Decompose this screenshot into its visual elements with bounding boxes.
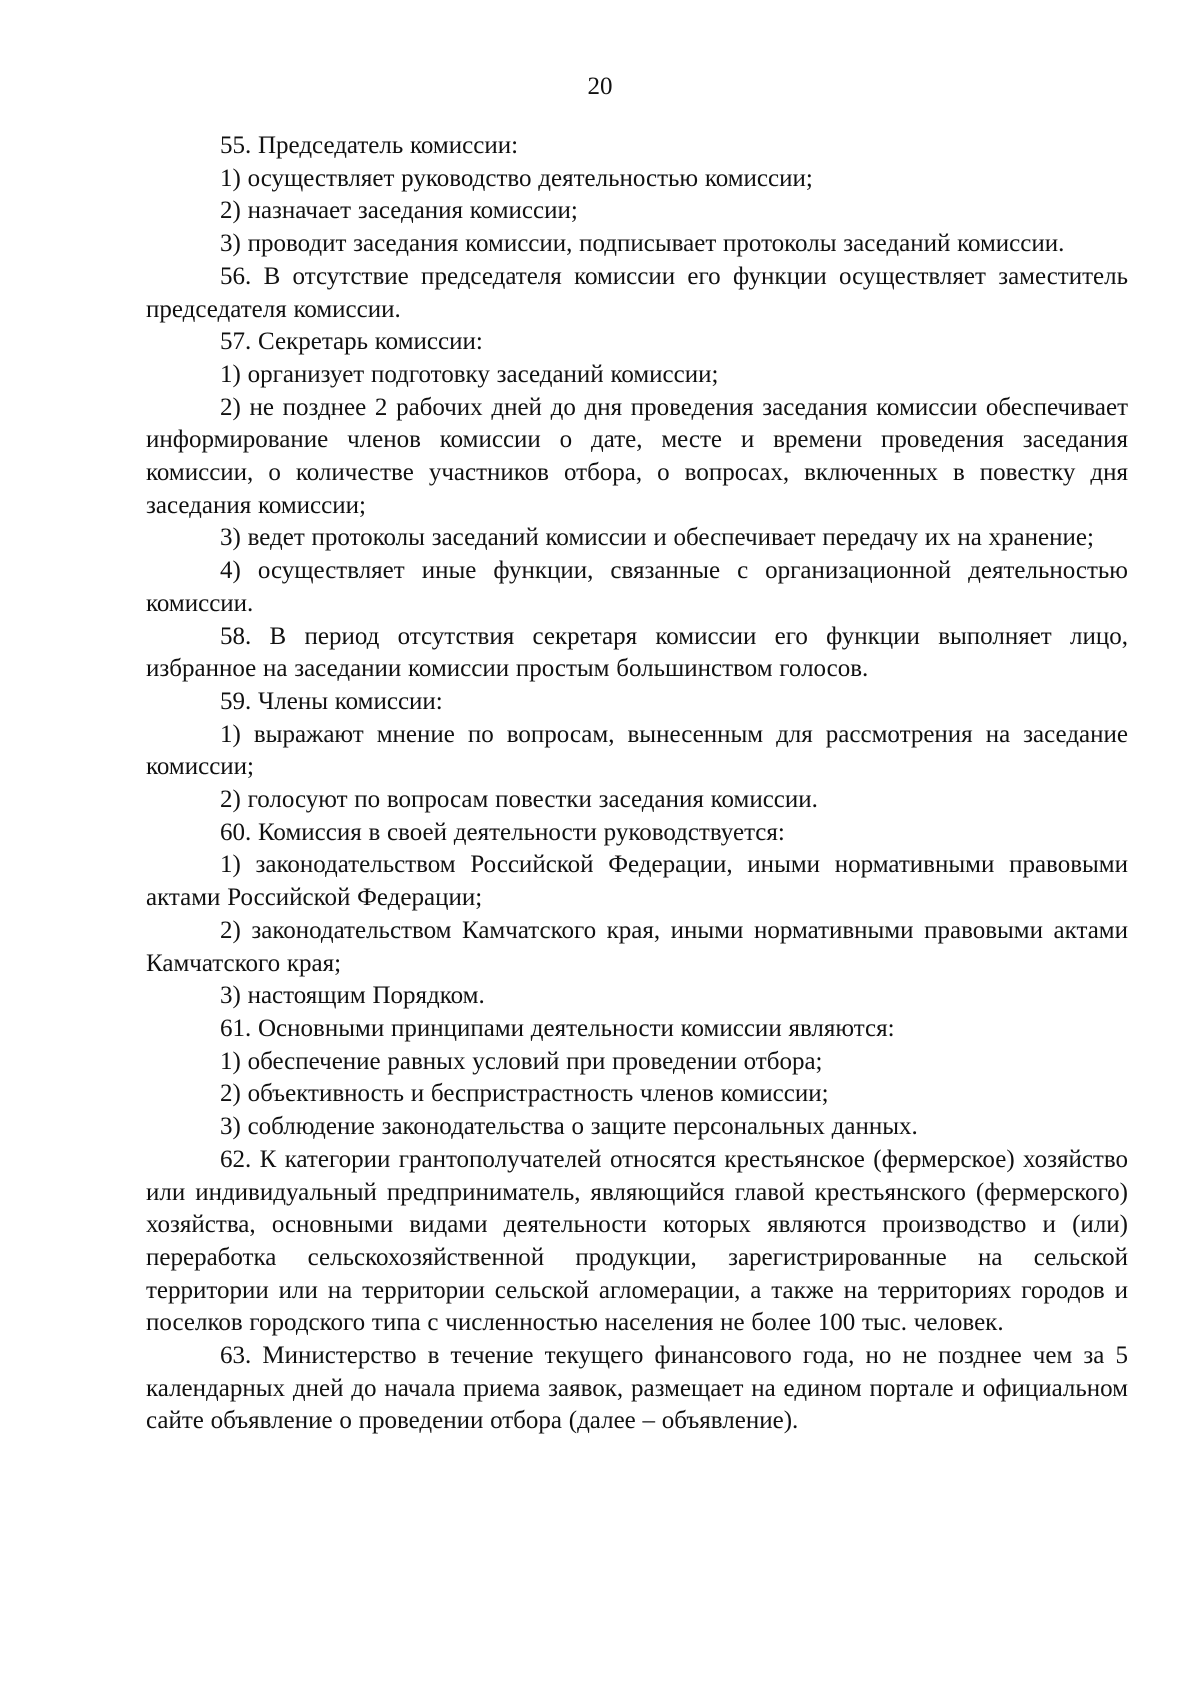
paragraph-55-item-1: 1) осуществляет руководство деятельностью комиссии; [220,164,813,192]
paragraph-57-item-2: 2) не позднее 2 рабочих дней до дня проведения заседания комиссии обеспечивает информирование членов комиссии о дате, месте и времени проведения заседания комиссии, о количестве участников отбора, о вопросах, включенных в повестку дня заседания комиссии; [146,393,1128,519]
paragraph-63: 63. Министерство в течение текущего финансового года, но не позднее чем за 5 календарных дней до начала приема заявок, размещает на едином портале и официальном сайте объявление о проведении отбора (далее – объявление). [146,1342,1128,1435]
paragraph-55: 55. Председатель комиссии: [220,132,519,159]
paragraph-60-item-2: 2) законодательством Камчатского края, иными нормативными правовыми актами Камчатского края; [146,916,1128,977]
paragraph-59-item-2: 2) голосуют по вопросам повестки заседания комиссии. [220,786,818,814]
paragraph-55-item-3: 3) проводит заседания комиссии, подписывает протоколы заседаний комиссии. [220,230,1065,258]
paragraph-61-item-3: 3) соблюдение законодательства о защите персональных данных. [220,1113,918,1141]
paragraph-60-item-1: 1) законодательством Российской Федерации, иными нормативными правовыми актами Российской Федерации; [146,851,1128,912]
paragraph-55-item-2: 2) назначает заседания комиссии; [220,197,578,225]
paragraph-61: 61. Основными принципами деятельности комиссии являются: [220,1014,895,1042]
paragraph-56: 56. В отсутствие председателя комиссии его функции осуществляет заместитель председателя комиссии. [146,262,1128,323]
paragraph-59: 59. Члены комиссии: [220,687,443,715]
paragraph-57: 57. Секретарь комиссии: [220,328,483,356]
paragraph-61-item-2: 2) объективность и беспристрастность членов комиссии; [220,1080,829,1108]
paragraph-58: 58. В период отсутствия секретаря комиссии его функции выполняет лицо, избранное на заседании комиссии простым большинством голосов. [146,622,1128,683]
paragraph-57-item-4: 4) осуществляет иные функции, связанные с организационной деятельностью комиссии. [146,557,1128,617]
paragraph-57-item-3: 3) ведет протоколы заседаний комиссии и обеспечивает передачу их на хранение; [220,524,1094,552]
document-body [146,130,1128,1438]
paragraph-61-item-1: 1) обеспечение равных условий при проведении отбора; [220,1047,823,1075]
paragraph-60: 60. Комиссия в своей деятельности руководствуется: [220,818,785,846]
page-number: 20 [587,73,613,100]
paragraph-59-item-1: 1) выражают мнение по вопросам, вынесенным для рассмотрения на заседание комиссии; [146,720,1128,781]
paragraph-60-item-3: 3) настоящим Порядком. [220,982,485,1010]
paragraph-57-item-1: 1) организует подготовку заседаний комиссии; [220,360,719,388]
paragraph-62: 62. К категории грантополучателей относятся крестьянское (фермерское) хозяйство или индивидуальный предприниматель, являющийся главой крестьянского (фермерского) хозяйства, основными видами деятельности которых являются производство и (или) переработка сельскохозяйственной продукции, зарегистрированные на сельской территории или на территории сельской агломерации, а также на территориях городов и поселков городского типа с численностью населения не более 100 тыс. человек. [146,1145,1128,1337]
